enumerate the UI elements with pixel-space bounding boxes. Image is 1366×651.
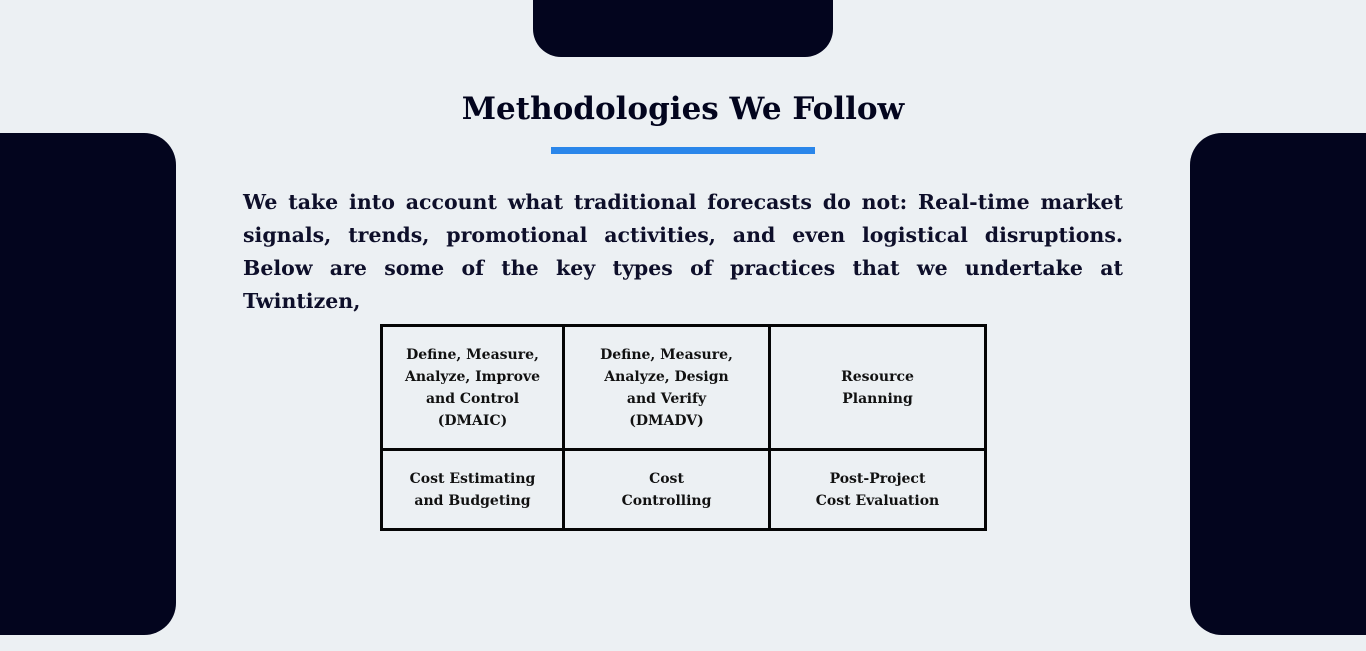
- intro-paragraph: We take into account what traditional forecasts do not: Real-time market signals, trends, promotional activities, and even logistical disruptions. Below are some of the key types of practices that we undertake at Twintizen,: [243, 190, 1123, 313]
- methodology-cell-cost-controlling: Cost Controlling: [564, 450, 770, 530]
- table-row: [382, 450, 986, 530]
- decorative-left-panel: [0, 133, 176, 635]
- methodologies-table: [380, 324, 987, 531]
- methodology-cell-resource-planning: Resource Planning: [770, 326, 986, 450]
- decorative-right-panel: [1190, 133, 1366, 635]
- title-underline: [551, 147, 815, 154]
- methodology-cell-post-project-evaluation: Post-Project Cost Evaluation: [770, 450, 986, 530]
- methodology-cell-dmaic: Define, Measure, Analyze, Improve and Control (DMAIC): [382, 326, 564, 450]
- methodology-cell-dmadv: Define, Measure, Analyze, Design and Verify (DMADV): [564, 326, 770, 450]
- methodology-cell-cost-estimating: Cost Estimating and Budgeting: [382, 450, 564, 530]
- section-title: Methodologies We Follow: [461, 91, 905, 127]
- table-row: [382, 326, 986, 450]
- decorative-top-tab: [533, 0, 833, 57]
